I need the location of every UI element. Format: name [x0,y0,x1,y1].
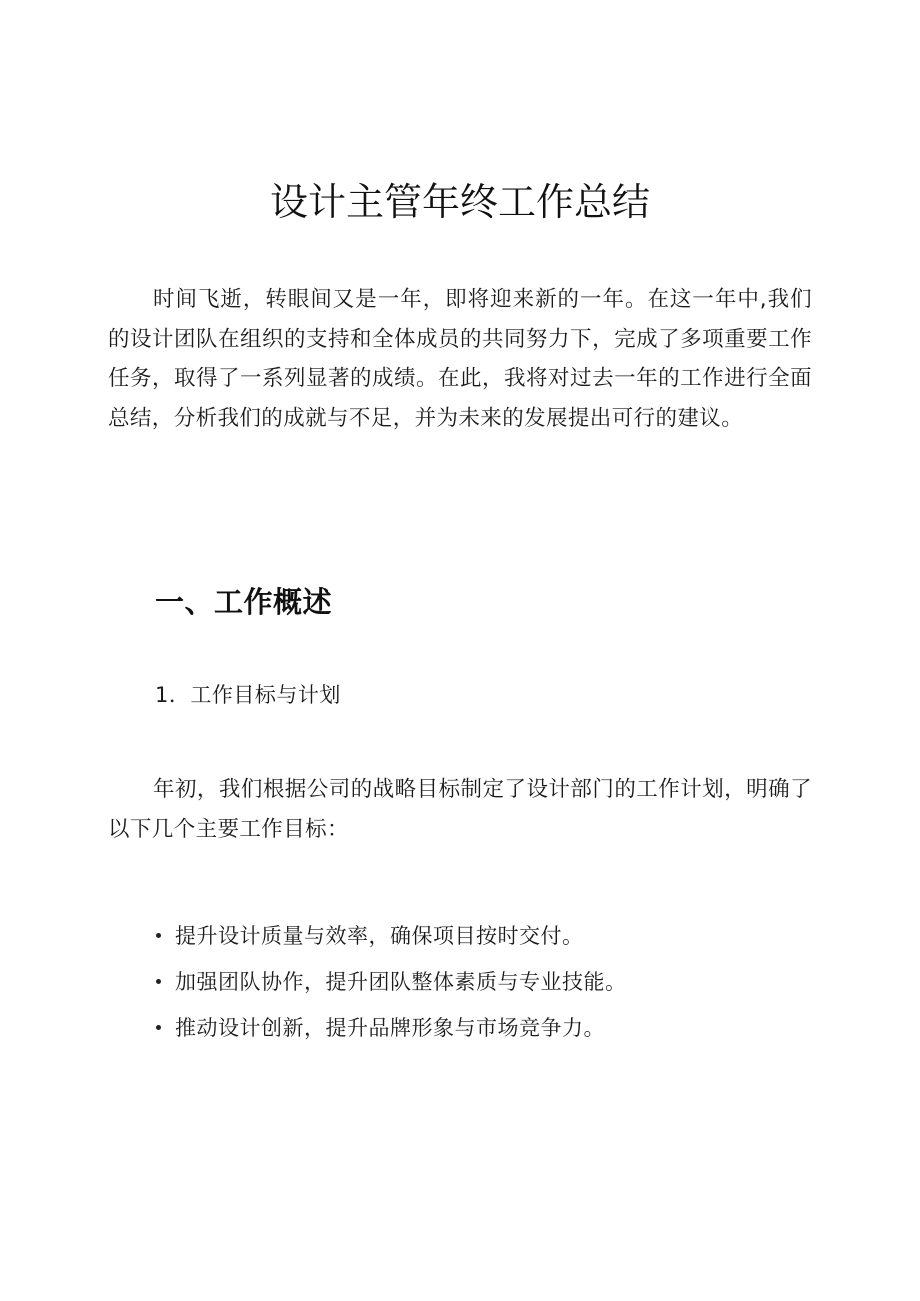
goals-bullet-list [150,912,810,1050]
intro-paragraph: 时间飞逝，转眼间又是一年，即将迎来新的一年。在这一年中,我们的设计团队在组织的支持和全体成员的共同努力下，完成了多项重要工作任务，取得了一系列显著的成绩。在此，我将对过去一年的工作进行全面总结，分析我们的成就与不足，并为未来的发展提出可行的建议。 [108,287,812,431]
document-title: 设计主管年终工作总结 [269,180,650,224]
list-item-text: 加强团队协作，提升团队整体素质与专业技能。 [175,970,627,994]
bullet-icon [156,1025,161,1030]
list-item [150,912,810,958]
list-item-text: 提升设计质量与效率，确保项目按时交付。 [175,924,584,948]
list-item-text: 推动设计创新，提升品牌形象与市场竞争力。 [175,1016,605,1040]
list-item [150,1004,810,1050]
bullet-icon [156,979,161,984]
subheading-goals-and-plan: 1．工作目标与计划 [155,683,341,707]
section-heading-work-overview: 一、工作概述 [155,585,333,619]
list-item [150,958,810,1004]
bullet-icon [156,933,161,938]
goals-paragraph: 年初，我们根据公司的战略目标制定了设计部门的工作计划，明确了以下几个主要工作目标： [108,777,812,842]
